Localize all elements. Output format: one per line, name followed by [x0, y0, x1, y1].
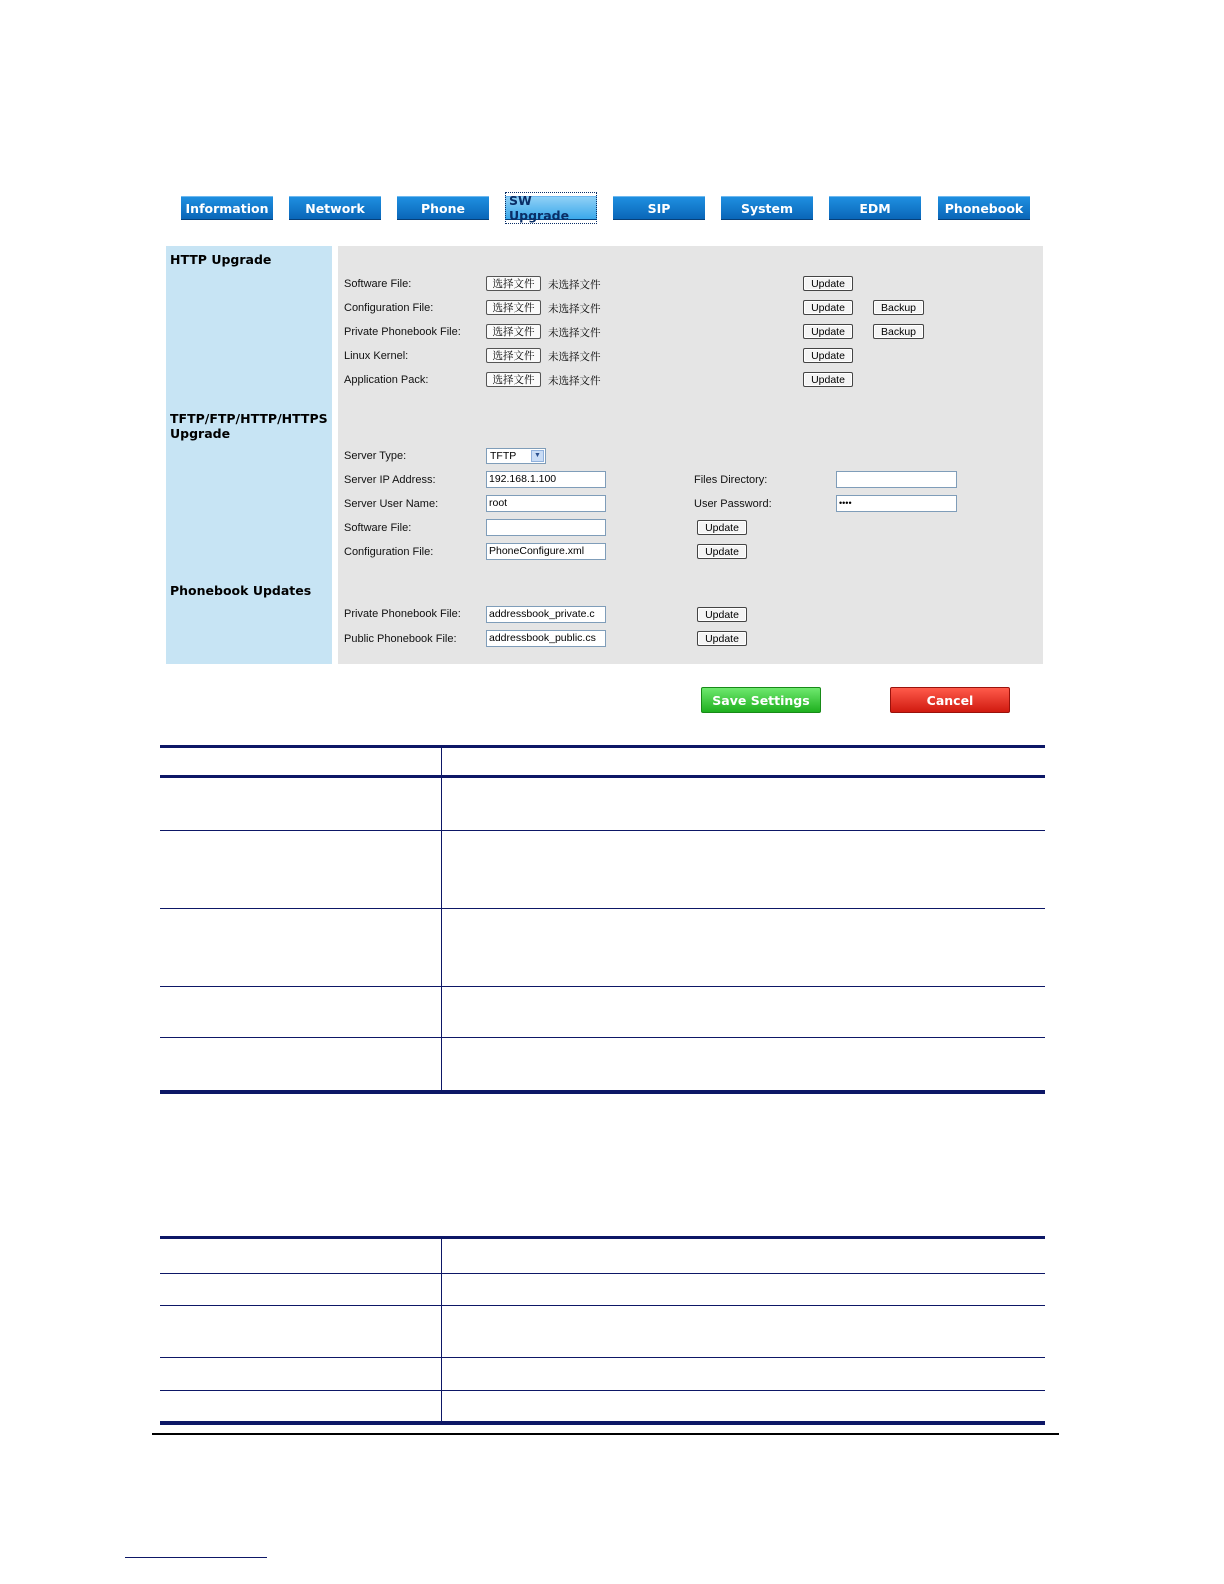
application-pack-status: 未选择文件 [548, 375, 601, 387]
application-pack-choose-button[interactable]: 选择文件 [486, 372, 541, 387]
tab-label: SIP [647, 200, 671, 216]
table-row-divider [160, 830, 1045, 831]
http-upgrade-title: HTTP Upgrade [170, 252, 272, 267]
private-phonebook-update-button-2[interactable]: Update [697, 607, 747, 622]
table-column-divider [441, 748, 442, 1090]
private-phonebook-choose-button[interactable]: 选择文件 [486, 324, 541, 339]
private-phonebook-update-button[interactable]: Update [803, 324, 853, 339]
linux-kernel-choose-button[interactable]: 选择文件 [486, 348, 541, 363]
tab-sw-upgrade[interactable] [505, 193, 597, 223]
tab-edm[interactable] [829, 196, 921, 220]
phonebook-updates-title: Phonebook Updates [170, 583, 312, 598]
tab-information[interactable] [181, 196, 273, 220]
private-phonebook-input[interactable]: addressbook_private.c [486, 606, 606, 623]
server-user-name-label: Server User Name: [344, 498, 439, 510]
tftp-software-file-label: Software File: [344, 522, 412, 534]
table-row-divider [160, 908, 1045, 909]
tab-network[interactable] [289, 196, 381, 220]
server-ip-label: Server IP Address: [344, 474, 436, 486]
table-column-divider [441, 1239, 442, 1421]
cancel-button[interactable]: Cancel [890, 687, 1010, 713]
application-pack-update-button[interactable]: Update [803, 372, 853, 387]
tab-label: Network [305, 200, 365, 216]
save-settings-button[interactable]: Save Settings [701, 687, 821, 713]
tftp-software-update-button[interactable]: Update [697, 520, 747, 535]
footnote-rule [125, 1557, 267, 1558]
table-row-divider [160, 1390, 1045, 1391]
configuration-file-update-button[interactable]: Update [803, 300, 853, 315]
table-rule [160, 1090, 1045, 1094]
tab-label: Information [185, 200, 269, 216]
files-directory-label: Files Directory: [694, 474, 768, 486]
software-file-status: 未选择文件 [548, 279, 601, 291]
tftp-software-file-input[interactable] [486, 519, 606, 536]
tftp-config-file-label: Configuration File: [344, 546, 434, 558]
footer-rule [152, 1433, 1059, 1435]
tab-label: Phonebook [944, 200, 1024, 216]
public-phonebook-input[interactable]: addressbook_public.cs [486, 630, 606, 647]
configuration-file-label: Configuration File: [344, 302, 434, 314]
server-type-select[interactable] [486, 448, 546, 464]
private-phonebook-file-label: Private Phonebook File: [344, 326, 461, 338]
private-phonebook-backup-button[interactable]: Backup [873, 324, 924, 339]
settings-panel [338, 246, 1043, 664]
configuration-file-choose-button[interactable]: 选择文件 [486, 300, 541, 315]
user-password-input[interactable]: •••• [836, 495, 957, 512]
linux-kernel-update-button[interactable]: Update [803, 348, 853, 363]
table-rule [160, 1236, 1045, 1239]
server-type-label: Server Type: [344, 450, 407, 462]
files-directory-input[interactable] [836, 471, 957, 488]
tftp-config-update-button[interactable]: Update [697, 544, 747, 559]
public-phonebook-label: Public Phonebook File: [344, 633, 457, 645]
private-phonebook-label: Private Phonebook File: [344, 608, 461, 620]
section-labels-panel [166, 246, 332, 664]
private-phonebook-status: 未选择文件 [548, 327, 601, 339]
tftp-config-file-input[interactable]: PhoneConfigure.xml [486, 543, 606, 560]
software-file-choose-button[interactable]: 选择文件 [486, 276, 541, 291]
tab-label: Phone [420, 200, 466, 216]
tab-system[interactable] [721, 196, 813, 220]
table-rule [160, 745, 1045, 748]
server-type-value: TFTP [490, 450, 517, 462]
table-rule [160, 1421, 1045, 1425]
tab-phonebook[interactable] [938, 196, 1030, 220]
configuration-file-backup-button[interactable]: Backup [873, 300, 924, 315]
software-file-label: Software File: [344, 278, 412, 290]
tab-label: System [740, 200, 794, 216]
server-ip-input[interactable]: 192.168.1.100 [486, 471, 606, 488]
tab-sip[interactable] [613, 196, 705, 220]
software-file-update-button[interactable]: Update [803, 276, 853, 291]
server-user-name-input[interactable]: root [486, 495, 606, 512]
table-row-divider [160, 1273, 1045, 1274]
table-row-divider [160, 1305, 1045, 1306]
tab-phone[interactable] [397, 196, 489, 220]
linux-kernel-label: Linux Kernel: [344, 350, 409, 362]
linux-kernel-status: 未选择文件 [548, 351, 601, 363]
tab-label: EDM [859, 200, 891, 216]
tftp-upgrade-title: TFTP/FTP/HTTP/HTTPS Upgrade [170, 411, 328, 441]
configuration-file-status: 未选择文件 [548, 303, 601, 315]
public-phonebook-update-button[interactable]: Update [697, 631, 747, 646]
table-row-divider [160, 1357, 1045, 1358]
table-rule [160, 775, 1045, 778]
chevron-down-icon[interactable]: ▼ [531, 450, 544, 462]
tab-label: SW Upgrade [505, 192, 597, 224]
user-password-label: User Password: [694, 498, 772, 510]
table-row-divider [160, 1037, 1045, 1038]
table-row-divider [160, 986, 1045, 987]
application-pack-label: Application Pack: [344, 374, 429, 386]
